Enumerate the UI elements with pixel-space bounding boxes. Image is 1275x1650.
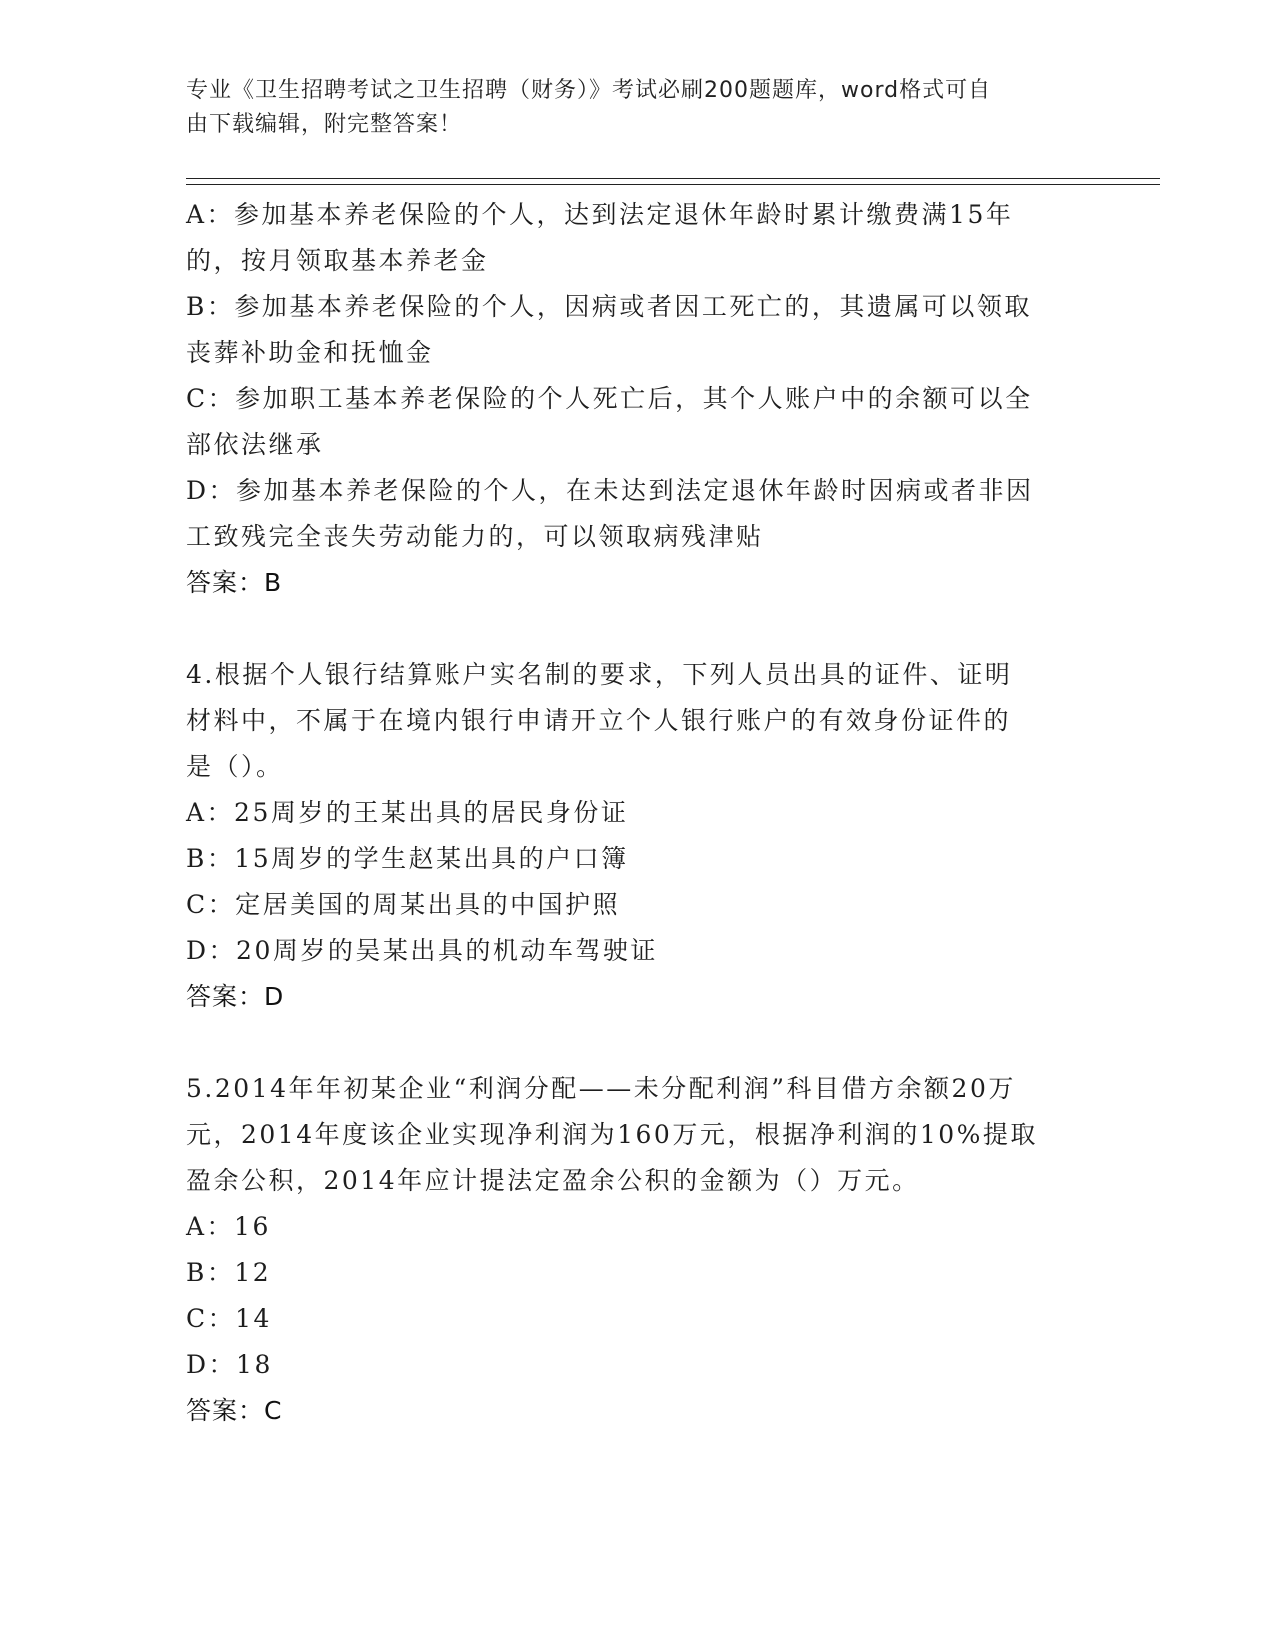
q4-option-d: D：20周岁的吴某出具的机动车驾驶证: [186, 936, 658, 965]
q3-option-c-line-1: C：参加职工基本养老保险的个人死亡后，其个人账户中的余额可以全: [186, 384, 1033, 413]
q3-option-a-line-1: A：参加基本养老保险的个人，达到法定退休年龄时累计缴费满15年: [186, 200, 1014, 229]
q4-stem-line-3: 是（）。: [186, 752, 284, 781]
q5-option-c: C：14: [186, 1304, 272, 1333]
question-content: [186, 192, 1086, 1434]
header-line-1: 专业《卫生招聘考试之卫生招聘（财务）》考试必刷200题题库，word格式可自: [186, 78, 992, 103]
q5-answer: 答案：C: [186, 1396, 283, 1425]
spacer: [186, 606, 1086, 652]
q5-option-b: B：12: [186, 1258, 272, 1287]
header-divider-bottom: [186, 184, 1160, 185]
q4-stem-line-1: 4.根据个人银行结算账户实名制的要求，下列人员出具的证件、证明: [186, 660, 1013, 689]
q4-answer: 答案：D: [186, 982, 285, 1011]
question-5: [186, 1066, 1086, 1434]
document-header: [186, 74, 1066, 142]
question-3: [186, 192, 1086, 606]
q3-option-d-line-2: 工致残完全丧失劳动能力的，可以领取病残津贴: [186, 522, 764, 551]
q5-stem-line-3: 盈余公积，2014年应计提法定盈余公积的金额为（）万元。: [186, 1166, 920, 1195]
question-4: [186, 652, 1086, 1020]
q4-option-c: C：定居美国的周某出具的中国护照: [186, 890, 621, 919]
q5-option-a: A：16: [186, 1212, 271, 1241]
q3-answer: 答案：B: [186, 568, 283, 597]
q3-option-b-line-1: B：参加基本养老保险的个人，因病或者因工死亡的，其遗属可以领取: [186, 292, 1032, 321]
q5-stem-line-2: 元，2014年度该企业实现净利润为160万元，根据净利润的10%提取: [186, 1120, 1038, 1149]
q3-option-c-line-2: 部依法继承: [186, 430, 324, 459]
q3-option-a-line-2: 的，按月领取基本养老金: [186, 246, 489, 275]
header-divider-top: [186, 178, 1160, 179]
q5-stem-line-1: 5.2014年年初某企业“利润分配——未分配利润”科目借方余额20万: [186, 1074, 1016, 1103]
q3-option-d-line-1: D：参加基本养老保险的个人，在未达到法定退休年龄时因病或者非因: [186, 476, 1034, 505]
q3-option-b-line-2: 丧葬补助金和抚恤金: [186, 338, 434, 367]
q4-option-a: A：25周岁的王某出具的居民身份证: [186, 798, 629, 827]
q4-option-b: B：15周岁的学生赵某出具的户口簿: [186, 844, 629, 873]
q4-stem-line-2: 材料中，不属于在境内银行申请开立个人银行账户的有效身份证件的: [186, 706, 1012, 735]
spacer: [186, 1020, 1086, 1066]
q5-option-d: D：18: [186, 1350, 273, 1379]
header-line-2: 由下载编辑，附完整答案！: [186, 112, 463, 137]
